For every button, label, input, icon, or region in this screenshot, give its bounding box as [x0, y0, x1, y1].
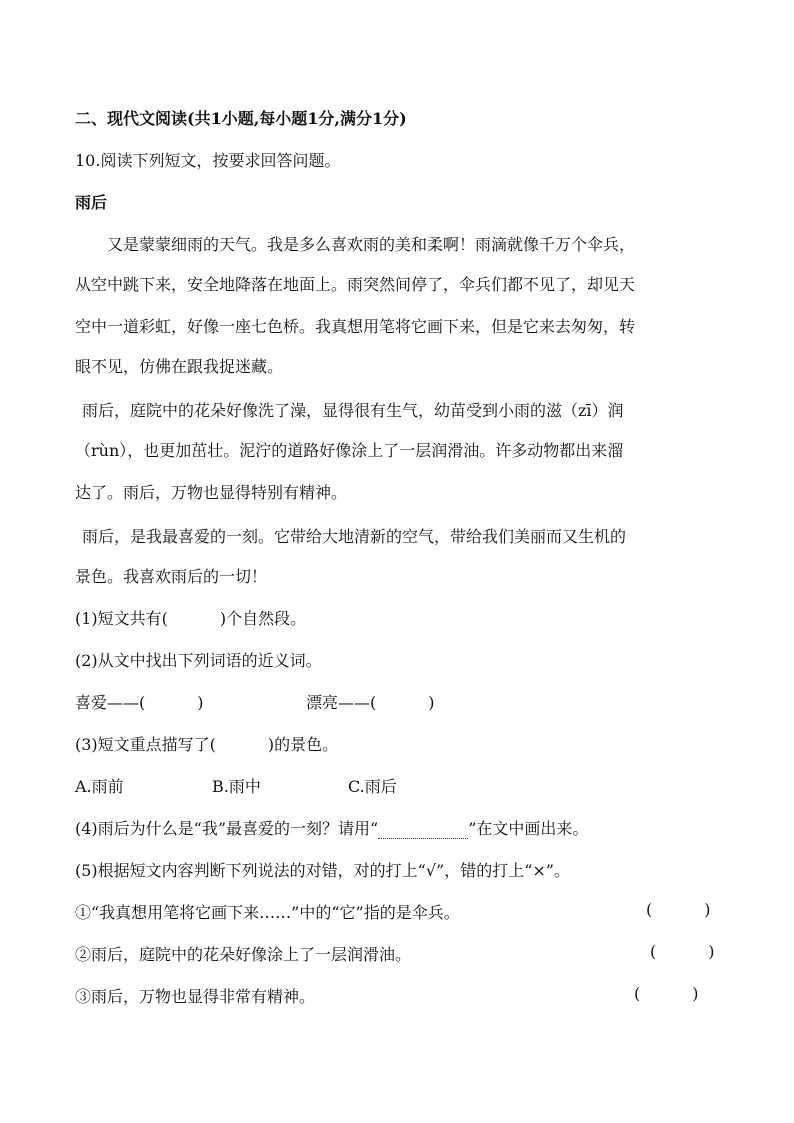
- question-4-text-pre: (4)雨后为什么是“我”最喜爱的一刻？请用“: [75, 819, 379, 838]
- paragraph-2-line-1: 雨后，庭院中的花朵好像洗了澡，显得很有生气，幼苗受到小雨的滋（zī）润: [82, 401, 624, 420]
- question-2-item-b-close: ): [428, 693, 435, 712]
- judgment-2-open-paren: (: [650, 942, 657, 961]
- question-1: [75, 606, 306, 629]
- section-title: 二、现代文阅读(共1小题,每小题1分,满分1分): [75, 109, 407, 128]
- judgment-1-open-paren: (: [646, 900, 653, 919]
- judgment-3-open-paren: (: [634, 984, 641, 1003]
- question-2-item-b: [306, 690, 435, 713]
- judgment-1: ①“我真想用笔将它画下来……”中的“它”指的是伞兵。: [75, 903, 460, 922]
- judgment-3-answer-box[interactable]: [634, 984, 699, 1003]
- question-2-item-a-label: 喜爱——(: [75, 693, 146, 712]
- passage-title: 雨后: [75, 193, 108, 212]
- judgment-1-answer-box[interactable]: [646, 900, 711, 919]
- question-1-text-pre: (1)短文共有(: [75, 609, 168, 628]
- question-2-item-a: [75, 690, 204, 713]
- question-3-text-post: )的景色。: [267, 735, 339, 754]
- question-3-option-a[interactable]: A.雨前: [75, 777, 124, 796]
- judgment-2: ②雨后，庭院中的花朵好像涂上了一层润滑油。: [75, 945, 412, 964]
- paragraph-2-line-2: （rùn），也更加茁壮。泥泞的道路好像涂上了一层润滑油。许多动物都出来溜: [75, 441, 624, 460]
- question-3-text-pre: (3)短文重点描写了(: [75, 735, 216, 754]
- paragraph-1-line-1: 又是蒙蒙细雨的天气。我是多么喜欢雨的美和柔啊！雨滴就像千万个伞兵，: [107, 235, 636, 254]
- question-4-text-post: ”在文中画出来。: [468, 819, 589, 838]
- question-5: (5)根据短文内容判断下列说法的对错，对的打上“√”，错的打上“×”。: [75, 861, 570, 880]
- question-2: (2)从文中找出下列词语的近义词。: [75, 651, 322, 670]
- question-3: [75, 732, 338, 755]
- paragraph-1-line-4: 眼不见，仿佛在跟我捉迷藏。: [75, 357, 284, 376]
- question-1-text-post: )个自然段。: [219, 609, 307, 628]
- judgment-2-answer-box[interactable]: [650, 942, 715, 961]
- question-3-option-c[interactable]: C.雨后: [348, 777, 397, 796]
- paragraph-3-line-1: 雨后，是我最喜爱的一刻。它带给大地清新的空气，带给我们美丽而又生机的: [82, 527, 627, 546]
- wavy-underline-sample: [378, 824, 468, 839]
- judgment-3-close-paren: ): [692, 984, 699, 1003]
- judgment-2-close-paren: ): [708, 942, 715, 961]
- question-3-option-b[interactable]: B.雨中: [212, 777, 261, 796]
- paragraph-3-line-2: 景色。我喜欢雨后的一切！: [75, 567, 268, 586]
- question-2-item-a-close: ): [197, 693, 204, 712]
- question-4: [75, 816, 588, 839]
- question-intro: 10.阅读下列短文，按要求回答问题。: [75, 151, 341, 170]
- paragraph-1-line-3: 空中一道彩虹，好像一座七色桥。我真想用笔将它画下来，但是它来去匆匆，转: [75, 317, 636, 336]
- paragraph-1-line-2: 从空中跳下来，安全地降落在地面上。雨突然间停了，伞兵们都不见了，却见天: [75, 275, 636, 294]
- judgment-3: ③雨后，万物也显得非常有精神。: [75, 987, 316, 1006]
- judgment-1-close-paren: ): [704, 900, 711, 919]
- question-2-item-b-label: 漂亮——(: [306, 693, 377, 712]
- paragraph-2-line-3: 达了。雨后，万物也显得特别有精神。: [75, 483, 348, 502]
